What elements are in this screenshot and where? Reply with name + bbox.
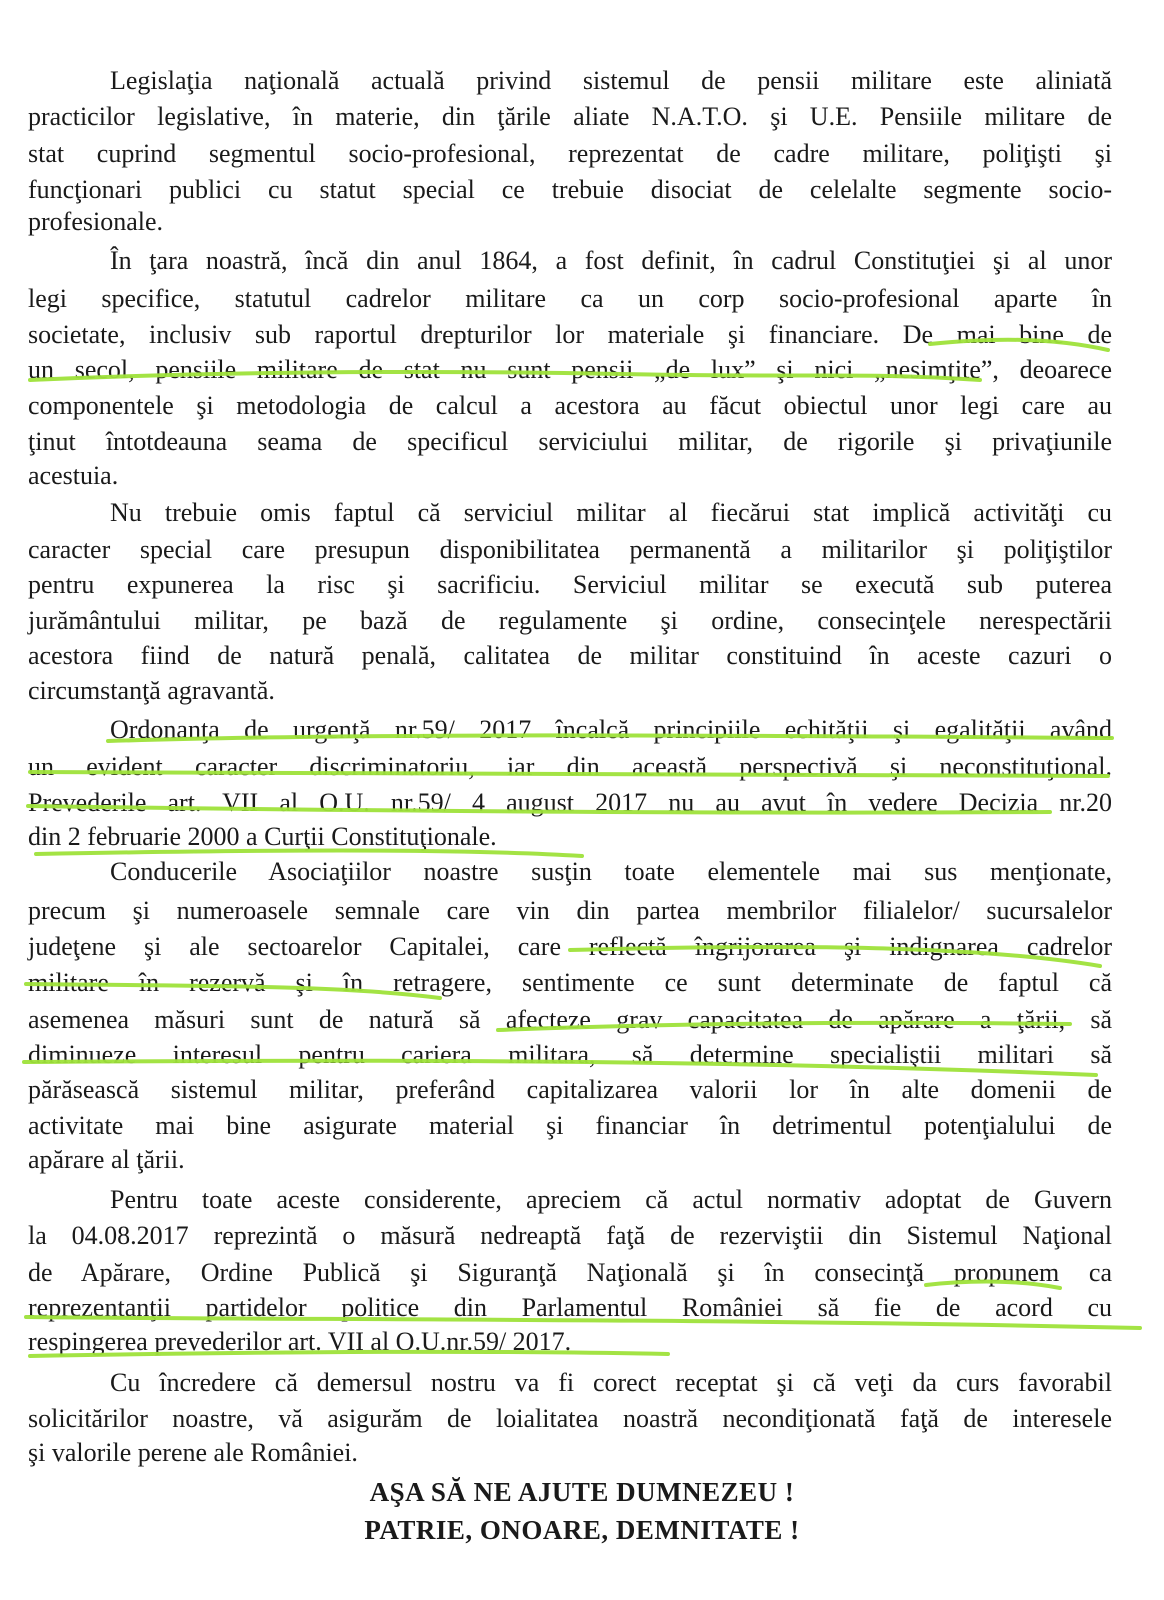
text-line: acestuia. [28, 461, 119, 490]
text-line: Cu încredere că demersul nostru va fi corect receptat şi că veţi da curs favorabil [110, 1368, 1112, 1397]
text-line: circumstanţă agravantă. [28, 676, 275, 705]
text-line: stat cuprind segmentul socio-profesional, reprezentat de cadre militare, poliţişti şi [28, 139, 1112, 168]
text-line: practicilor legislative, în materie, din ţările aliate N.A.T.O. şi U.E. Pensiile militare de [28, 102, 1112, 131]
text-line: un secol, pensiile militare de stat nu sunt pensii „de lux” şi nici „nesimţite”, deoarece [28, 355, 1112, 384]
text-line: respingerea prevederilor art. VII al O.U.nr.59/ 2017. [28, 1327, 572, 1356]
text-line: de Apărare, Ordine Publică şi Siguranţă Naţională şi în consecinţă propunem ca [28, 1258, 1112, 1287]
text-line: activitate mai bine asigurate material şi financiar în detrimentul potenţialului de [28, 1111, 1112, 1140]
text-line: În ţara noastră, încă din anul 1864, a fost definit, în cadrul Constituţiei şi al unor [110, 246, 1112, 275]
text-line: Ordonanţa de urgenţă nr.59/ 2017 încalcă principiile echităţii şi egalităţii având [110, 715, 1112, 744]
text-line: Pentru toate aceste considerente, apreciem că actul normativ adoptat de Guvern [110, 1185, 1112, 1214]
text-line: din 2 februarie 2000 a Curţii Constituţionale. [28, 822, 497, 851]
text-line: un evident caracter discriminatoriu, iar din această perspectivă şi neconstituţional. [28, 752, 1112, 781]
closing-motto-line-1: AŞA SĂ NE AJUTE DUMNEZEU ! [369, 1477, 795, 1507]
text-line: pentru expunerea la risc şi sacrificiu. Serviciul militar se execută sub puterea [28, 570, 1112, 599]
text-line: solicitărilor noastre, vă asigurăm de loialitatea noastră necondiţionată faţă de interesele [28, 1404, 1112, 1433]
text-line: judeţene şi ale sectoarelor Capitalei, care reflectă îngrijorarea şi indignarea cadrelor [28, 932, 1112, 961]
text-line: Legislaţia naţională actuală privind sistemul de pensii militare este aliniată [110, 66, 1112, 95]
text-line: componentele şi metodologia de calcul a acestora au făcut obiectul unor legi care au [28, 391, 1112, 420]
text-line: Conducerile Asociaţiilor noastre susţin toate elementele mai sus menţionate, [110, 857, 1112, 886]
closing-motto-line-2: PATRIE, ONOARE, DEMNITATE ! [364, 1515, 800, 1545]
text-line: părăsească sistemul militar, preferând capitalizarea valorii lor în alte domenii de [28, 1075, 1112, 1104]
text-line: reprezentanţii partidelor politice din Parlamentul României să fie de acord cu [28, 1293, 1112, 1322]
text-line: societate, inclusiv sub raportul drepturilor lor materiale şi financiare. De mai bine de [28, 320, 1112, 349]
text-line: la 04.08.2017 reprezintă o măsură nedreaptă faţă de rezerviştii din Sistemul Naţional [28, 1221, 1112, 1250]
text-line: legi specifice, statutul cadrelor militare ca un corp socio-profesional aparte în [28, 284, 1112, 313]
text-line: Nu trebuie omis faptul că serviciul militar al fiecărui stat implică activităţi cu [110, 498, 1112, 527]
text-line: profesionale. [28, 207, 164, 236]
text-line: ţinut întotdeauna seama de specificul serviciului militar, de rigorile şi privaţiunile [28, 427, 1112, 456]
text-line: apărare al ţării. [28, 1145, 185, 1174]
text-line: precum şi numeroasele semnale care vin din partea membrilor filialelor/ sucursalelor [28, 896, 1112, 925]
text-line: asemenea măsuri sunt de natură să afecteze grav capacitatea de apărare a ţării, să [28, 1005, 1112, 1034]
text-line: Prevederile art. VII al O.U. nr.59/ 4 august 2017 nu au avut în vedere Decizia nr.20 [28, 788, 1112, 817]
text-line: şi valorile perene ale României. [28, 1438, 358, 1467]
text-line: diminueze interesul pentru cariera militara, să determine specialiştii militari să [28, 1040, 1112, 1069]
text-line: funcţionari publici cu statut special ce trebuie disociat de celelalte segmente socio- [28, 175, 1112, 204]
text-line: jurământului militar, pe bază de regulamente şi ordine, consecinţele nerespectării [28, 606, 1112, 635]
text-line: militare în rezervă şi în retragere, sentimente ce sunt determinate de faptul că [28, 968, 1112, 997]
text-line: caracter special care presupun disponibilitatea permanentă a militarilor şi poliţiştilor [28, 535, 1112, 564]
text-line: acestora fiind de natură penală, calitatea de militar constituind în aceste cazuri o [28, 641, 1112, 670]
